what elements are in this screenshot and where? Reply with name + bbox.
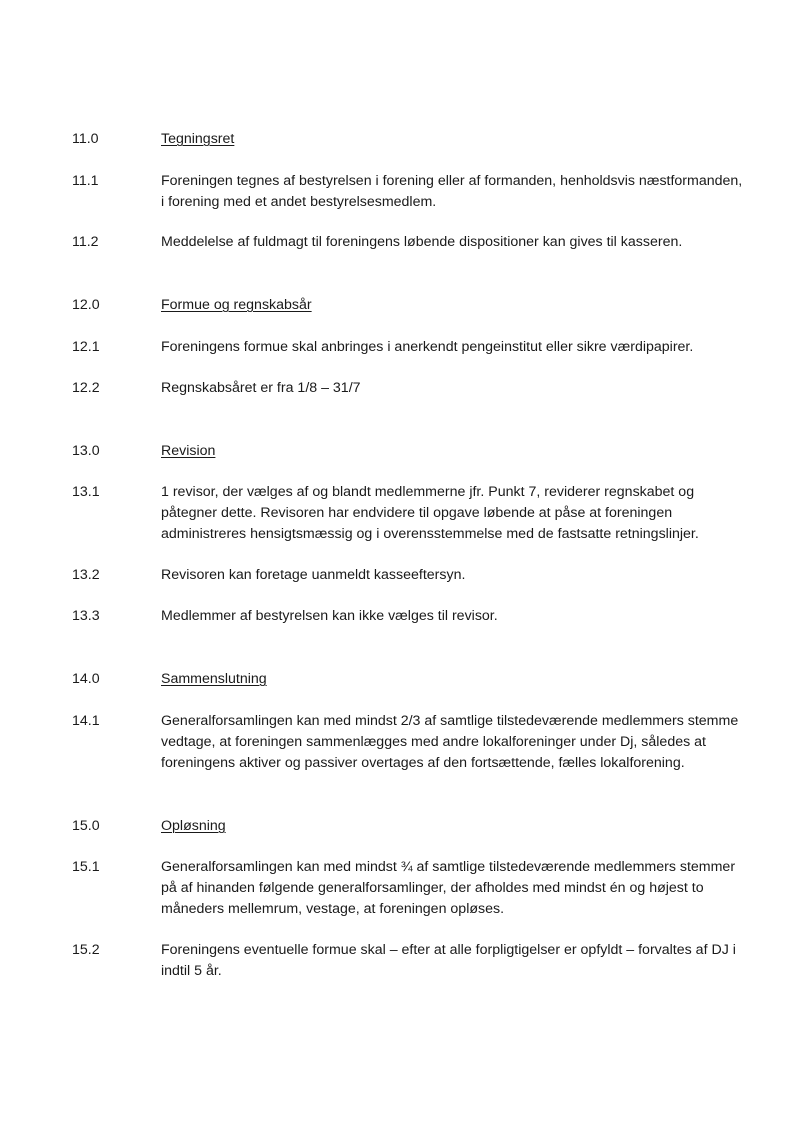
clause-line: i forening med et andet bestyrelsesmedlem.: [161, 194, 437, 210]
clause-line: Generalforsamlingen kan med mindst 2/3 af samtlige tilstedeværende medlemmers stemme: [161, 713, 739, 729]
section-title: Revision: [161, 443, 216, 459]
clause-text: [161, 565, 736, 586]
section-title: Opløsning: [161, 818, 226, 834]
clause-text: [161, 857, 736, 920]
section-number: 14.0: [72, 671, 100, 687]
clause-line: foreningens aktiver og passiver overtages af den fortsættende, fælles lokalforening.: [161, 755, 685, 771]
clause-line: Generalforsamlingen kan med mindst ¾ af samtlige tilstedeværende medlemmers stemmer: [161, 859, 736, 875]
clause-number: 12.2: [72, 380, 100, 396]
clause-line: Revisoren kan foretage uanmeldt kasseeftersyn.: [161, 567, 466, 583]
clause-text: [161, 940, 736, 982]
clause-line: vedtage, at foreningen sammenlægges med andre lokalforeninger under Dj, således at: [161, 734, 706, 750]
clause-line: 1 revisor, der vælges af og blandt medlemmerne jfr. Punkt 7, reviderer regnskabet og: [161, 484, 695, 500]
clause-line: Foreningen tegnes af bestyrelsen i forening eller af formanden, henholdsvis næstformanden,: [161, 173, 743, 189]
clause-line: påtegner dette. Revisoren har endvidere til opgave løbende at påse at foreningen: [161, 505, 673, 521]
clause-text: [161, 482, 736, 545]
section-title: Tegningsret: [161, 131, 235, 147]
clause-number: 13.1: [72, 484, 100, 500]
clause-text: [161, 606, 736, 627]
section-title: Formue og regnskabsår: [161, 297, 312, 313]
clause-text: [161, 232, 736, 253]
clause-number: 15.1: [72, 859, 100, 875]
section-number: 13.0: [72, 443, 100, 459]
clause-line: Medlemmer af bestyrelsen kan ikke vælges til revisor.: [161, 608, 498, 624]
clause-number: 11.2: [72, 234, 99, 250]
clause-text: [161, 171, 743, 213]
section-number: 12.0: [72, 297, 100, 313]
clause-line: Foreningens eventuelle formue skal – efter at alle forpligtigelser er opfyldt – forvaltes af DJ i: [161, 942, 736, 958]
section-number: 11.0: [72, 131, 99, 147]
clause-line: indtil 5 år.: [161, 963, 222, 979]
clause-text: [161, 337, 736, 358]
clause-line: måneders mellemrum, vestage, at foreningen opløses.: [161, 901, 505, 917]
section-number: 15.0: [72, 818, 100, 834]
clause-number: 15.2: [72, 942, 100, 958]
clause-line: administreres hensigtsmæssig og i overensstemmelse med de fastsatte retningslinjer.: [161, 526, 699, 542]
clause-number: 14.1: [72, 713, 100, 729]
clause-number: 11.1: [72, 173, 99, 189]
clause-text: [161, 711, 739, 774]
section-title: Sammenslutning: [161, 671, 267, 687]
clause-number: 13.3: [72, 608, 100, 624]
clause-line: på af hinanden følgende generalforsamlinger, der afholdes med mindst én og højest to: [161, 880, 704, 896]
clause-line: Foreningens formue skal anbringes i anerkendt pengeinstitut eller sikre værdipapirer.: [161, 339, 694, 355]
clause-line: Regnskabsåret er fra 1/8 – 31/7: [161, 380, 361, 396]
clause-text: [161, 378, 736, 399]
clause-number: 13.2: [72, 567, 100, 583]
clause-line: Meddelelse af fuldmagt til foreningens løbende dispositioner kan gives til kasseren.: [161, 234, 683, 250]
clause-number: 12.1: [72, 339, 100, 355]
